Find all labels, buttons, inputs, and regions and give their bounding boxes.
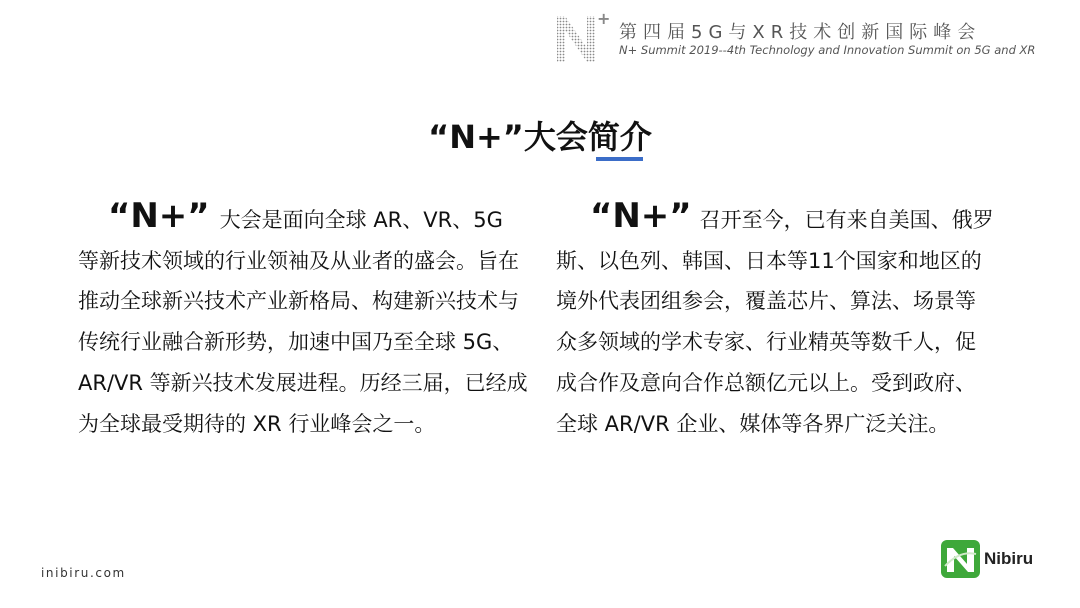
intro-right-paragraph xyxy=(556,196,996,444)
brand-name: Nibiru xyxy=(984,549,1034,568)
slide-title: “N+”大会简介 xyxy=(428,118,652,156)
right-lead: “N+” xyxy=(590,196,692,236)
left-text: 大会是面向全球 AR、VR、5G 等新技术领域的行业领袖及从业者的盛会。旨在推动全球新兴技术产业新格局、构建新兴技术与传统行业融合新形势，加速中国乃至全球 5G、AR/VR 等新兴技术发展进程。历经三届，已经成为全球最受期待的 XR 行业峰会之一。 xyxy=(78,208,528,436)
header-title-en: N+ Summit 2019--4th Technology and Innovation Summit on 5G and XR xyxy=(619,43,1036,57)
nibiru-logo-icon xyxy=(941,540,980,578)
intro-left-paragraph xyxy=(78,196,528,444)
left-lead: “N+” xyxy=(108,196,210,236)
right-text: 召开至今，已有来自美国、俄罗斯、以色列、韩国、日本等11个国家和地区的境外代表团组参会，覆盖芯片、算法、场景等众多领域的学术专家、行业精英等数千人，促成合作及意向合作总额亿元以上。受到政府、全球 AR/VR 企业、媒体等各界广泛关注。 xyxy=(556,208,994,436)
title-underline xyxy=(596,157,643,161)
header-title-cn: 第四届5G与XR技术创新国际峰会 xyxy=(619,22,982,43)
footer-url: inibiru.com xyxy=(41,566,126,580)
svg-text:+: + xyxy=(597,9,611,28)
n-plus-logo-icon xyxy=(553,8,613,66)
nibiru-brand xyxy=(941,540,1033,578)
